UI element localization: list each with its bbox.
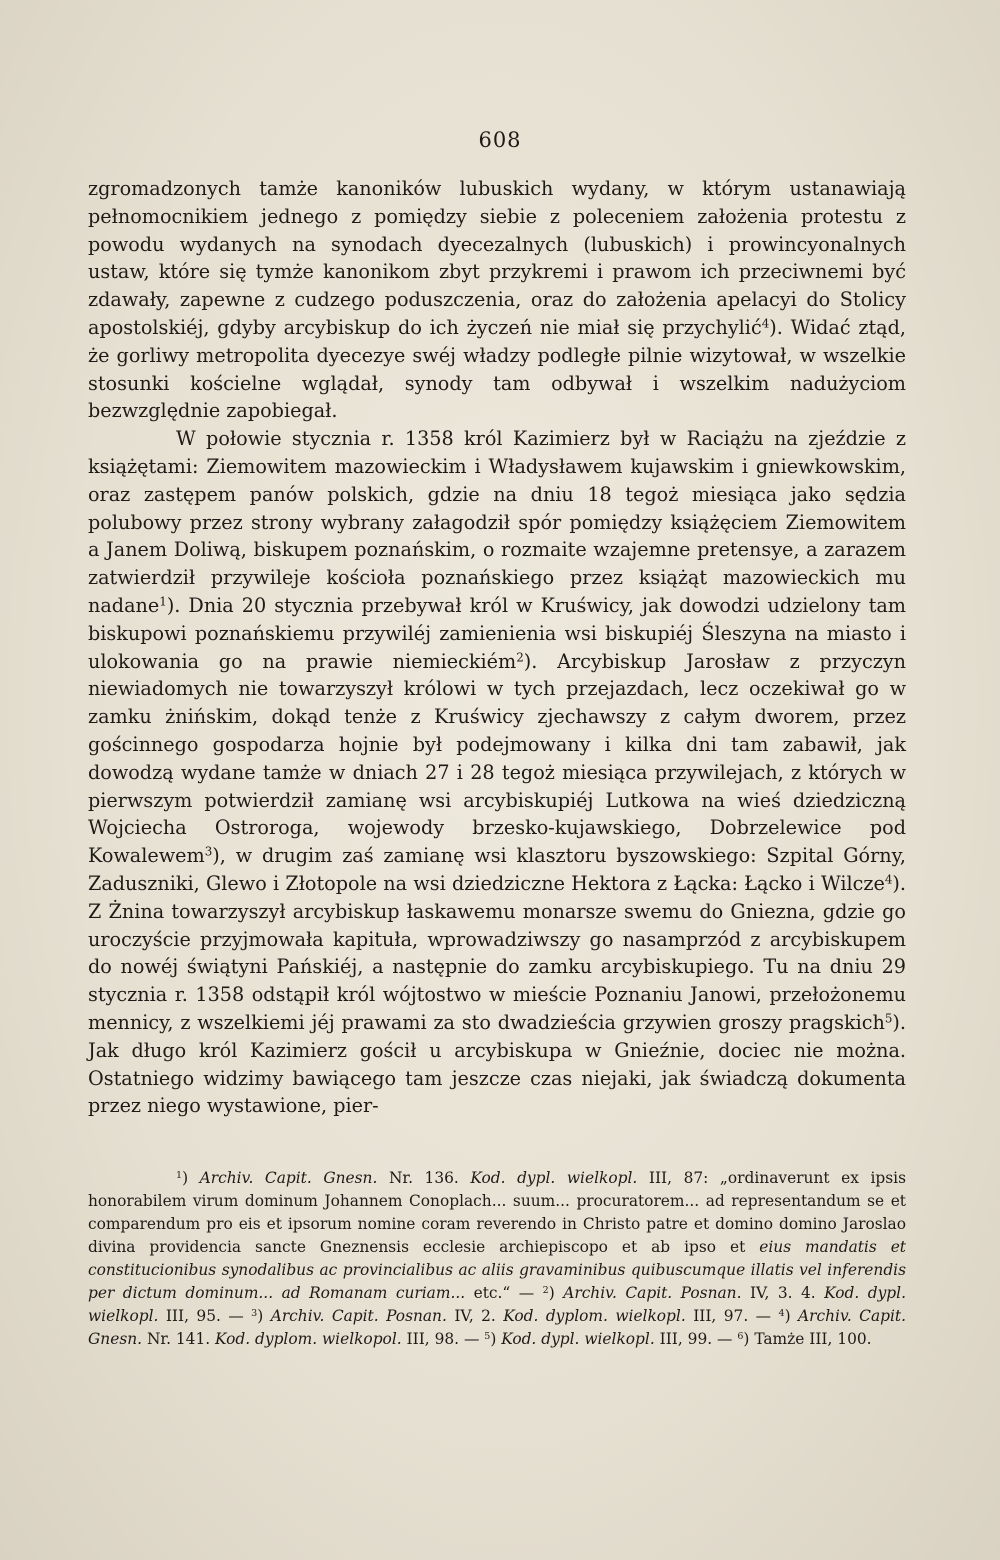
citation-ref: III, 99. —	[659, 1330, 733, 1348]
footnote-block: $^1$) Archiv. Capit. Gnesn. Nr. 136. Kod. dypl. wielkopl. III, 87: „ordinaverunt ex ipsis honorabilem virum dominum Johannem Conoplach... suum... procuratorem... ad representandum se et comparendum pro eis et ipsorum nomine coram reverendo in Christo patre et domino domino Jaroslao divina providencia sancte Gneznensis ecclesie archiepiscopo et ab ipso et eius mandatis et constitucionibus synodalibus ac provincialibus ac aliis gravaminibus quibuscumque illatis vel inferendis per dictum dominum... ad Romanam curiam... etc.“ — $^2$) Archiv. Capit. Posnan. IV, 3. 4. Kod. dypl. wielkopl. III, 95. — $^3$) Archiv. Capit. Posnan. IV, 2. Kod. dyplom. wielkopl. III, 97. — $^4$) Archiv. Capit. Gnesn. Nr. 141. Kod. dyplom. wielkopol. III, 98. — $^5$) Kod. dypl. wielkopl. III, 99. — $^6$) Tamże III, 100.	[88, 1169, 906, 1348]
citation: Archiv. Capit. Gnesn.	[88, 1307, 906, 1348]
citation-ref: Tamże III, 100.	[754, 1330, 872, 1348]
footnote-marker: 4	[778, 1307, 785, 1319]
footnote-marker: 2	[542, 1284, 549, 1296]
paragraph-2-text-c: ). Arcybiskup Jarosław z przyczyn niewiadomych nie towarzyszył królowi w tych przejazdach, lecz oczekiwał go w zamku żnińskim, dokąd tenże z Kruświcy zjechawszy z całym dworem, przez gościnnego gospodarza hojnie był podejmowany i kilka dni tam zabawił, jak dowodzą wydane tamże w dniach 27 i 28 tegoż miesiąca przywilejach, z których w pierwszym potwierdził zamianę wsi arcybiskupiéj Lutkowa na wieś dziedziczną Wojciecha Ostroroga, wojewody brzesko-kujawskiego, Dobrzelewice pod Kowalewem	[88, 649, 906, 868]
footnote-ref: 5	[884, 1011, 893, 1026]
paragraph-2-text-f: ). Jak długo król Kazimierz gościł u arcybiskupa w Gnieźnie, dociec nie można. Ostatniego widzimy bawiącego tam jeszcze czas niejaki, jak świadczą dokumenta przez niego wystawione, pier-	[88, 1010, 906, 1118]
footnote-marker: 6	[737, 1330, 744, 1342]
paragraph-1-text-b: ). Widać ztąd, że gorliwy metropolita dyecezye swéj władzy podległe pilnie wizytował, w wszelkie stosunki kościelne wglądał, synody tam odbywał i wszelkim nadużyciom bezwzględnie zapobiegał.	[88, 315, 906, 423]
citation-ref: IV, 3. 4.	[749, 1284, 816, 1302]
footnote-marker: 1	[176, 1169, 183, 1181]
quote-italic: eius mandatis et constitucionibus synodalibus ac provincialibus ac aliis gravaminibus quibuscumque illatis vel inferendis per dictum dominum... ad Romanam curiam...	[88, 1238, 906, 1302]
page-number: 608	[478, 128, 522, 152]
citation: Kod. dypl. wielkopl.	[88, 1284, 906, 1325]
footnote-ref: 1	[159, 594, 167, 609]
footnote-ref: 2	[516, 650, 524, 664]
paragraph-2-text-b: ). Dnia 20 stycznia przebywał król w Kruświcy, jak dowodzi udzielony tam biskupowi poznańskiemu przywiléj zamienienia wsi biskupiéj Śleszyna na miasto i ulokowania go na prawie niemieckiém	[88, 593, 906, 673]
footnote-marker: 3	[251, 1307, 258, 1319]
paragraph-2	[88, 425, 906, 1120]
paragraph-2-text-d: ), w drugim zaś zamianę wsi klasztoru byszowskiego: Szpital Górny, Zaduszniki, Glewo i Złotopole na wsi dziedziczne Hektora z Łącka: Łącko i Wilcze	[88, 844, 906, 895]
main-text	[88, 175, 906, 1120]
footnotes	[88, 1167, 906, 1351]
citation: Archiv. Capit. Posnan.	[563, 1284, 742, 1302]
citation-ref: III, 98. —	[406, 1330, 480, 1348]
citation-ref: Nr. 136.	[388, 1169, 459, 1187]
footnote-ref: 4	[761, 316, 770, 331]
footnote-ref: 3	[204, 844, 213, 859]
quote-text: III, 87: „ordinaverunt ex ipsis honorabilem virum dominum Johannem Conoplach... suum... procuratorem... ad representandum se et comparendum pro eis et ipsorum nomine coram reverendo in Christo patre et domino domino Jaroslao divina providencia sancte Gneznensis ecclesie archiepiscopo et ab ipso et	[88, 1169, 906, 1256]
citation: Archiv. Capit. Posnan.	[270, 1307, 447, 1325]
citation: Kod. dyplom. wielkopol.	[215, 1330, 402, 1348]
paragraph-2-text-e: ). Z Żnina towarzyszył arcybiskup łaskawemu monarsze swemu do Gniezna, gdzie go uroczyście przyjmowała kapituła, wprowadziwszy go nasamprzód z arcybiskupem do nowéj świątyni Pańskiéj, a następnie do zamku arcybiskupiego. Tu na dniu 29 stycznia r. 1358 odstąpił król wójtostwo w mieście Poznaniu Janowi, przełożonemu mennicy, z wszelkiemi jéj prawami za sto dwadzieścia grzywien groszy pragskich	[88, 871, 906, 1034]
citation: Archiv. Capit. Gnesn.	[199, 1169, 378, 1187]
paragraph-1-text-a: zgromadzonych tamże kanoników lubuskich wydany, w którym ustanawiają pełnomocnikiem jednego z pomiędzy siebie z poleceniem założenia protestu z powodu wydanych na synodach dyecezalnych (lubuskich) i prowincyonalnych ustaw, które się tymże kanonikom zbyt przykremi i prawom ich przeciwnemi być zdawały, zapewne z cudzego poduszczenia, oraz do założenia apelacyi do Stolicy apostolskiéj, gdyby arcybiskup do ich życzeń nie miał się przychylić	[88, 177, 906, 339]
paragraph-2-text-a: W połowie stycznia r. 1358 król Kazimierz był w Raciążu na zjeździe z książętami: Ziemowitem mazowieckim i Władysławem kujawskim i gniewkowskim, oraz zastępem panów polskich, gdzie na dniu 18 tegoż miesiąca jako sędzia polubowy przez strony wybrany załagodził spór pomiędzy książęciem Ziemowitem a Janem Doliwą, biskupem poznańskim, o rozmaite wzajemne pretensye, a zarazem zatwierdził przywileje kościoła poznańskiego przez książąt mazowieckich mu nadane	[88, 427, 906, 617]
footnote-ref: 4	[884, 872, 893, 887]
citation-ref: III, 97. —	[693, 1307, 772, 1325]
citation-ref: III, 95. —	[165, 1307, 244, 1325]
footnote-marker: 5	[484, 1330, 491, 1342]
citation-ref: IV, 2.	[454, 1307, 496, 1325]
citation-ref: Nr. 141.	[146, 1330, 211, 1348]
citation: Kod. dyplom. wielkopl.	[503, 1307, 686, 1325]
citation: Kod. dypl. wielkopl.	[470, 1169, 638, 1187]
paragraph-1	[88, 175, 906, 425]
quote-end: etc.“ —	[473, 1284, 535, 1302]
citation: Kod. dypl. wielkopl.	[501, 1330, 655, 1348]
